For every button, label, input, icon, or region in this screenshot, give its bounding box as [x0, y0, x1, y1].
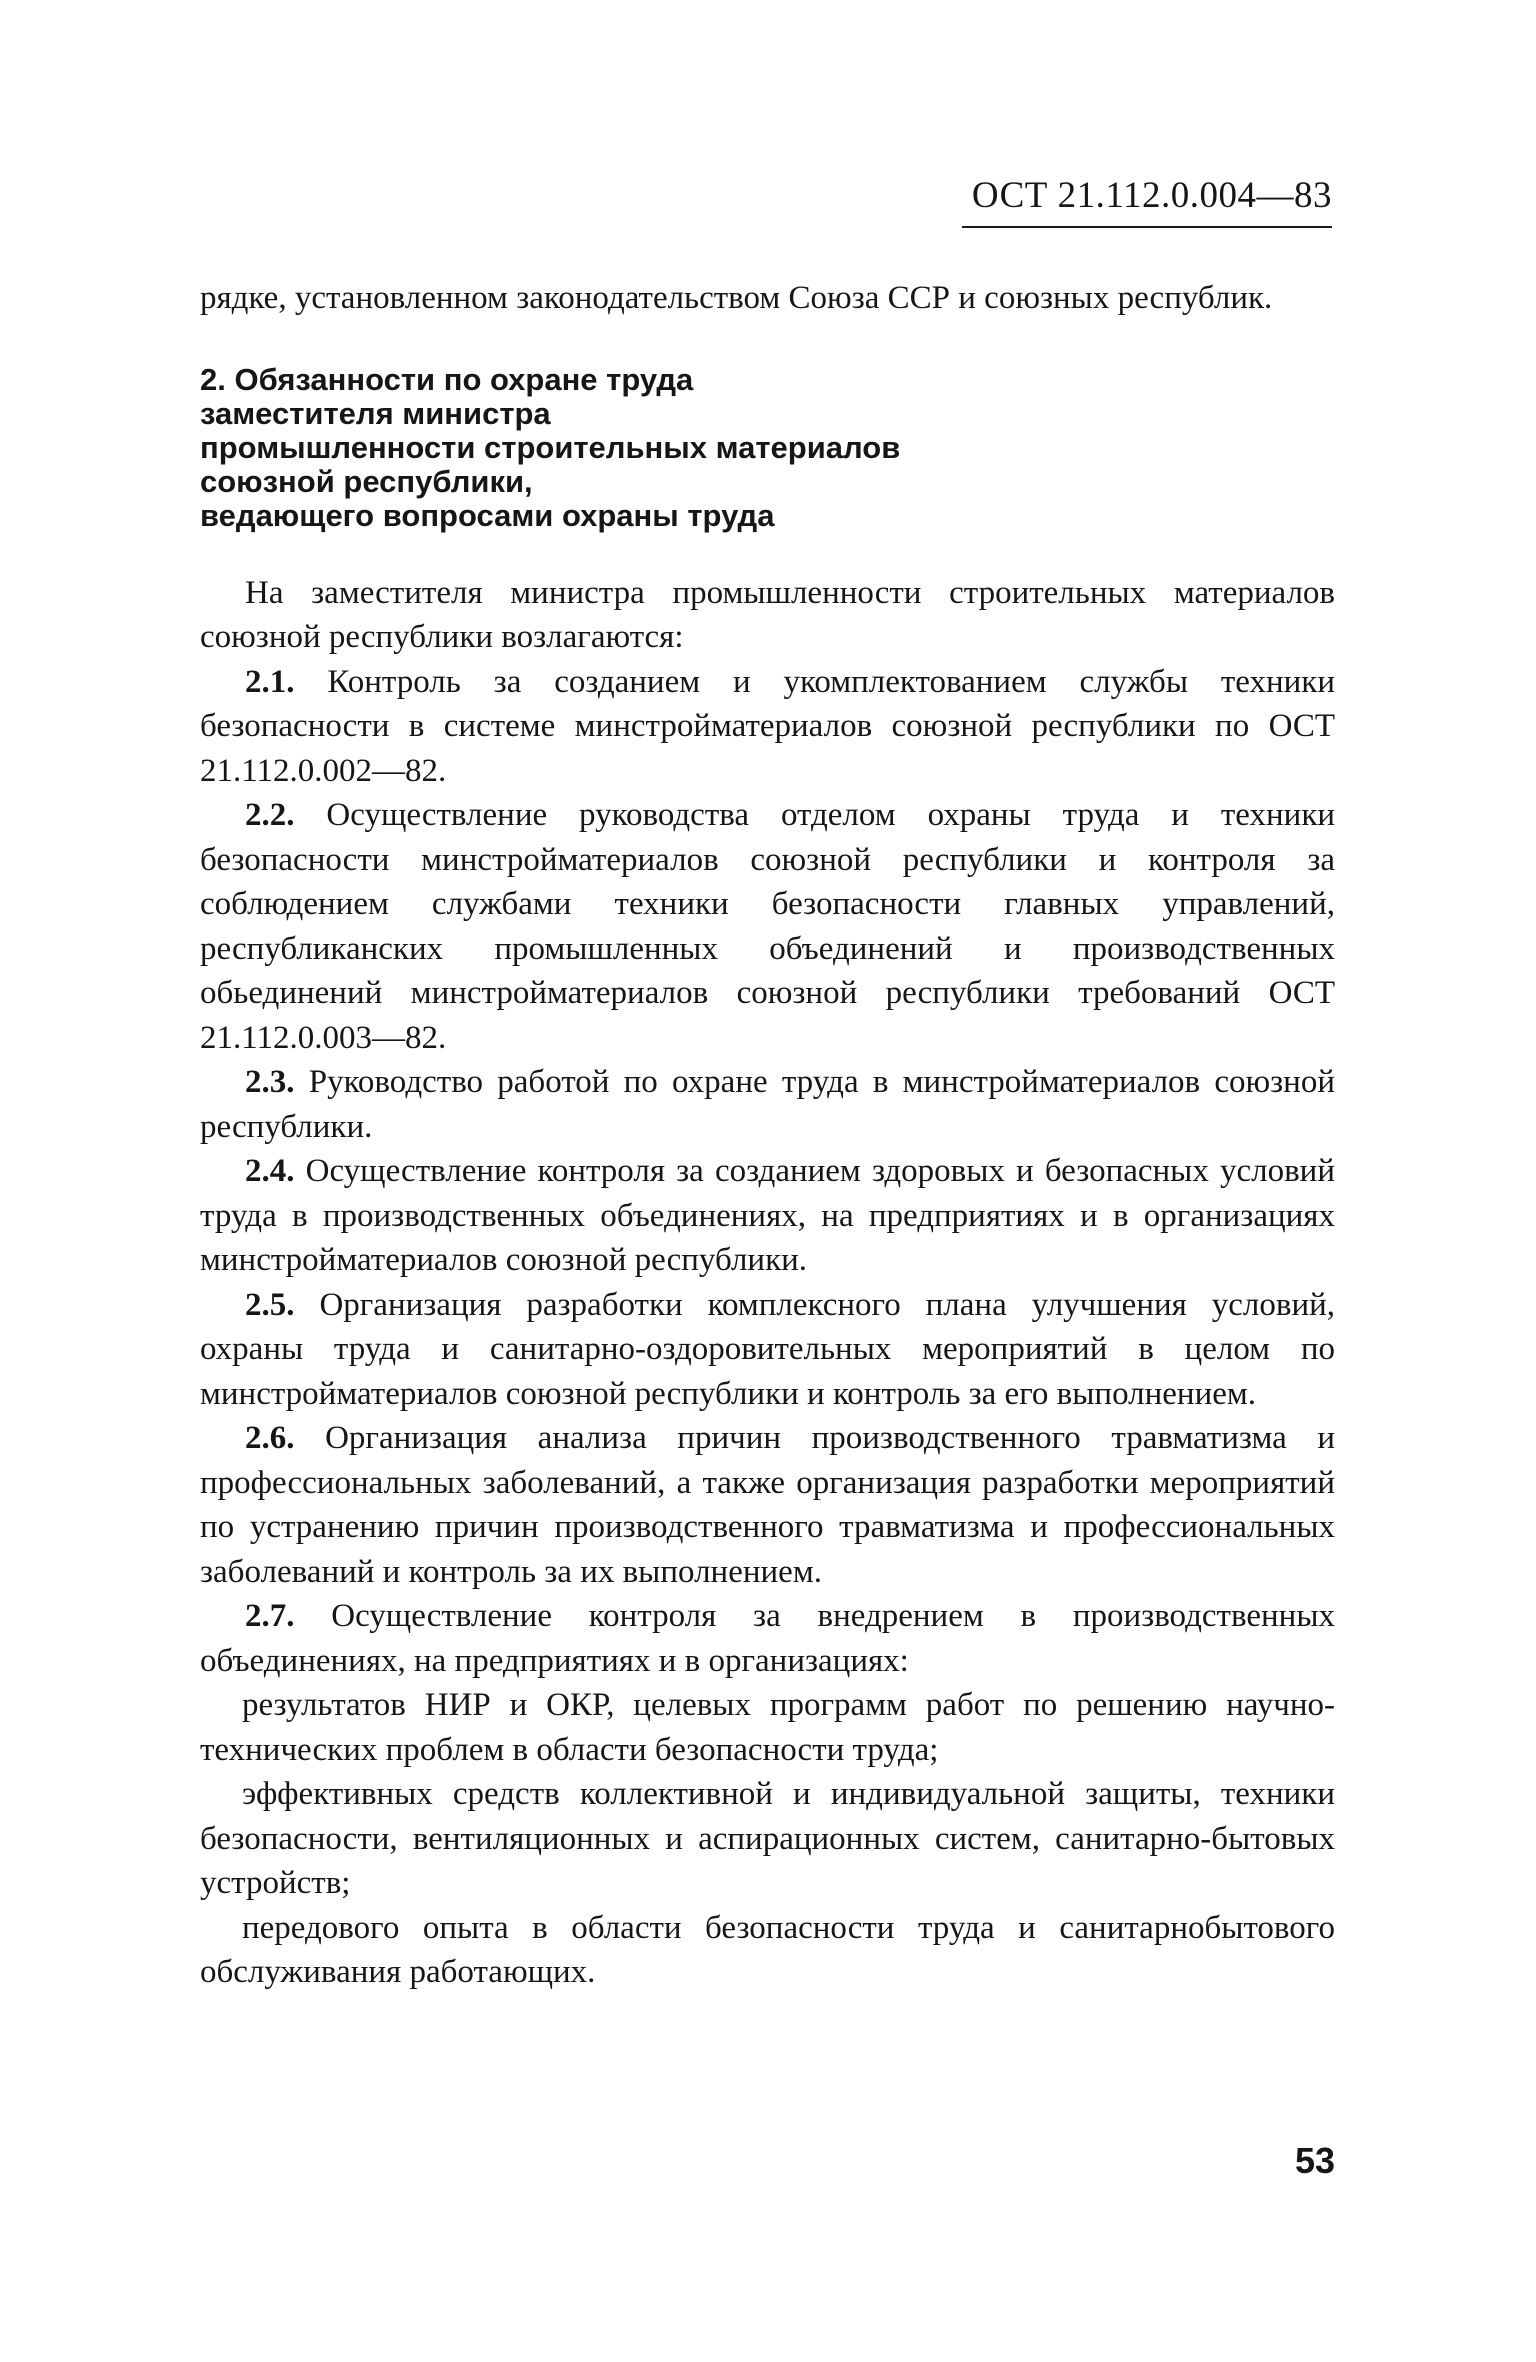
clause-2-7	[200, 1594, 1335, 1683]
clause-2-6	[200, 1416, 1335, 1594]
clause-number: 2.6.	[245, 1420, 295, 1456]
clause-text: Руководство работой по охране труда в минстройматериалов союзной республики.	[200, 1064, 1335, 1145]
page-number: 53	[1294, 2140, 1335, 2181]
clause-text: Организация анализа причин производственного травматизма и профессиональных заболеваний, а также организация разработки мероприятий по устранению причин производственного травматизма и профессиональных заболеваний и контроль за их выполнением.	[200, 1420, 1335, 1590]
lead-paragraph: На заместителя министра промышленности строительных материалов союзной республики возлагаются:	[200, 574, 1335, 655]
section-title	[200, 363, 1335, 533]
clause-number: 2.5.	[245, 1286, 295, 1323]
sub-item: передового опыта в области безопасности труда и санитарнобытового обслуживания работающих.	[200, 1909, 1335, 1990]
clause-number: 2.1.	[245, 663, 295, 700]
clause-number: 2.2.	[245, 797, 295, 833]
section-title-line: ведающего вопросами охраны труда	[200, 497, 775, 533]
intro-paragraph: рядке, установленном законодательством Союза ССР и союзных республик.	[200, 280, 1273, 316]
section-title-line: 2. Обязанности по охране труда	[200, 361, 694, 397]
section-title-line: союзной республики,	[200, 463, 533, 499]
clause-text: Осуществление контроля за внедрением в производственных объединениях, на предприятиях и в организациях:	[200, 1598, 1335, 1679]
section-title-line: заместителя министра	[200, 395, 551, 431]
clause-number: 2.3.	[245, 1064, 295, 1100]
sub-item: эффективных средств коллективной и индивидуальной защиты, техники безопасности, вентиляционных и аспирационных систем, санитарно-бытовых устройств;	[200, 1776, 1335, 1901]
clause-number: 2.4.	[245, 1153, 295, 1189]
clause-number: 2.7.	[245, 1598, 295, 1634]
clause-text: Осуществление контроля за созданием здоровых и безопасных условий труда в производственных объединениях, на предприятиях и в организациях минстройматериалов союзной республики.	[200, 1153, 1335, 1278]
clause-2-2	[200, 793, 1335, 1060]
clause-text: Организация разработки комплексного плана улучшения условий, охраны труда и санитарно-оздоровительных мероприятий в целом по минстройматериалов союзной республики и контроль за его выполнением.	[200, 1286, 1336, 1412]
clause-2-4	[200, 1149, 1335, 1283]
header-rule	[962, 226, 1332, 228]
sub-item: результатов НИР и ОКР, целевых программ работ по решению научно-технических проблем в области безопасности труда;	[200, 1687, 1335, 1768]
page-body	[200, 276, 1335, 1995]
document-code-header: ОСТ 21.112.0.004—83	[971, 175, 1332, 216]
clause-text: Осуществление руководства отделом охраны труда и техники безопасности минстройматериалов союзной республики и контроля за соблюдением службами техники безопасности главных управлений, республиканских промышленных объединений и производственных обьединений минстройматериалов союзной республики требований ОСТ 21.112.0.003—82.	[200, 797, 1336, 1056]
clause-2-1	[200, 660, 1335, 794]
clause-2-3	[200, 1060, 1335, 1149]
clause-2-5	[200, 1283, 1335, 1417]
section-title-line: промышленности строительных материалов	[200, 429, 901, 465]
clause-text: Контроль за созданием и укомплектованием службы техники безопасности в системе минстройматериалов союзной республики по ОСТ 21.112.0.002—82.	[200, 663, 1336, 789]
